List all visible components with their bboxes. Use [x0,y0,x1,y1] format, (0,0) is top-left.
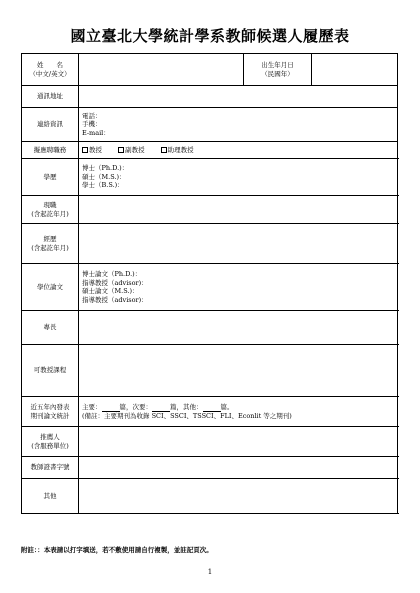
name-sub-label: （中文/英文） [29,69,71,78]
referee-value-cell[interactable] [79,427,398,457]
birth-value-cell[interactable] [312,54,398,86]
row-referee [22,427,398,457]
thesis-value-cell[interactable] [79,264,398,311]
thesis-phd: 博士論文（Ph.D.)： [82,270,142,278]
position-label: 擬應聘職務 [22,142,79,159]
contact-value-cell[interactable] [79,108,398,142]
thesis-ms: 碩士論文（M.S.)： [82,287,139,295]
current-job-sub-label: (含起訖年月) [31,209,69,218]
row-position [22,142,398,159]
footnote: 附註：：本表請以打字填送，若不敷使用請自行複製，並註記頁次。 [21,546,213,554]
row-courses [22,345,398,397]
checkbox-professor[interactable] [82,147,88,153]
address-label: 通訊地址 [22,86,79,108]
row-thesis [22,264,398,311]
other-value-cell[interactable] [79,479,398,514]
certificate-value-cell[interactable] [79,457,398,479]
option-professor[interactable]: 教授 [82,146,102,155]
pubs-secondary-blank[interactable] [152,405,170,412]
birth-label-cell [244,54,312,86]
row-specialty [22,311,398,345]
experience-sub-label: (含起訖年月) [31,243,69,252]
referee-sub-label: (含服務單位) [31,441,69,450]
row-address [22,86,398,108]
current-job-label-cell [22,196,79,224]
contact-mobile: 手機： [82,120,102,129]
row-contact [22,108,398,142]
education-value-cell[interactable] [79,159,398,196]
experience-value-cell[interactable] [79,224,398,264]
name-value-cell[interactable] [79,54,244,86]
option-associate-professor[interactable]: 副教授 [118,146,145,155]
referee-label: 推薦人 [40,433,60,441]
page-number: 1 [207,568,213,576]
birth-label: 出生年月日 [261,61,294,69]
current-job-value-cell[interactable] [79,196,398,224]
name-label-cell [22,54,79,86]
resume-form-table [21,53,398,514]
form-title: 國立臺北大學統計學系教師候選人履歷表 [70,27,350,45]
thesis-label: 學位論文 [22,264,79,311]
birth-sub-label: （民國年） [261,69,294,78]
education-label: 學歷 [22,159,79,196]
pubs-label-line1: 近五年內發表 [30,403,70,411]
thesis-phd-advisor: 指導教授（advisor)： [82,278,148,287]
specialty-label: 專長 [22,311,79,345]
row-name [22,54,398,86]
checkbox-assistant-professor[interactable] [161,147,167,153]
row-other [22,479,398,514]
position-options-cell [79,142,398,159]
pubs-note: (備註：主要期刊為收錄 SCI、SSCI、TSSCI、FLI、Econlit 等之期刊) [82,411,292,420]
row-experience [22,224,398,264]
pubs-label-line2: 期刊論文統計 [30,411,70,420]
pubs-counts-line: 主要： 篇，次要： 篇，其他： 篇。 [82,403,234,411]
row-publications [22,397,398,427]
current-job-label: 現職 [43,201,57,209]
contact-email: E-mail： [82,128,110,137]
experience-label-cell [22,224,79,264]
row-current-job [22,196,398,224]
education-bs: 學士（B.S.)： [82,181,124,190]
courses-label: 可教授課程 [22,345,79,397]
education-ms: 碩士（M.S.)： [82,172,126,181]
specialty-value-cell[interactable] [79,311,398,345]
pubs-other-blank[interactable] [203,405,221,412]
referee-label-cell [22,427,79,457]
experience-label: 經歷 [43,235,57,243]
contact-phone: 電話： [82,111,102,120]
thesis-ms-advisor: 指導教授（advisor)： [82,295,148,304]
name-label: 姓 名 [37,61,63,69]
address-value-cell[interactable] [79,86,398,108]
certificate-label: 教師證書字號 [22,457,79,479]
row-education [22,159,398,196]
other-label: 其他 [22,479,79,514]
checkbox-associate-professor[interactable] [118,147,124,153]
pubs-value-cell [79,397,398,427]
courses-value-cell[interactable] [79,345,398,397]
education-phd: 博士（Ph.D.)： [82,164,129,173]
pubs-label-cell [22,397,79,427]
contact-label: 連絡資訊 [22,108,79,142]
pubs-main-blank[interactable] [102,405,120,412]
row-certificate [22,457,398,479]
option-assistant-professor[interactable]: 助理教授 [161,146,194,155]
